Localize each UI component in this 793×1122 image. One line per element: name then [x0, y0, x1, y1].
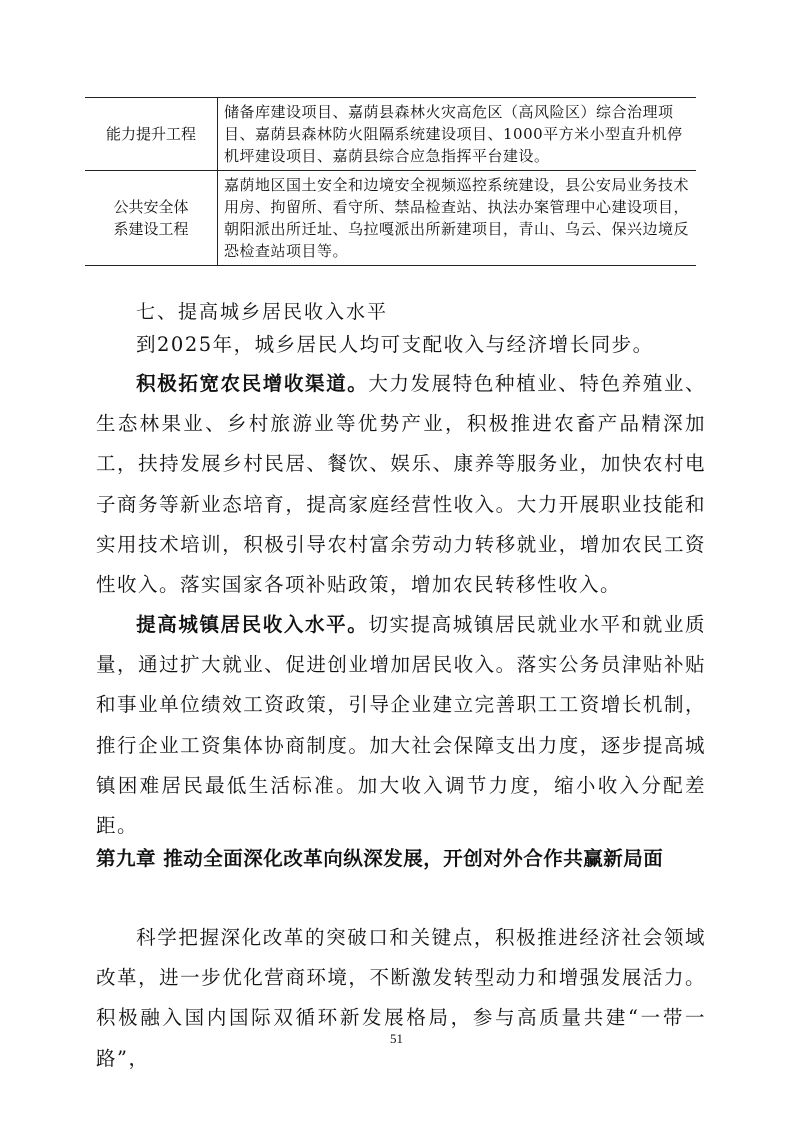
project-table	[85, 97, 696, 266]
paragraph-text: 到2025年，城乡居民人均可支配收入与经济增长同步。	[136, 333, 654, 356]
paragraph	[96, 364, 706, 605]
paragraph-text: 大力发展特色种植业、特色养殖业、生态林果业、乡村旅游业等优势产业，积极推进农畜产品精深加工，扶持发展乡村民居、餐饮、娱乐、康养等服务业，加快农村电子商务等新业态培育，提高家庭经营性收入。大力开展职业技能和实用技术培训，积极引导农村富余劳动力转移就业，增加农民工资性收入。落实国家各项补贴政策，增加农民转移性收入。	[96, 372, 706, 597]
section-heading: 七、提高城乡居民收入水平	[136, 301, 389, 323]
paragraph-text: 切实提高城镇居民就业水平和就业质量，通过扩大就业、促进创业增加居民收入。落实公务员津贴补贴和事业单位绩效工资政策，引导企业建立完善职工工资增长机制，推行企业工资集体协商制度。加大社会保障支出力度，逐步提高城镇困难居民最低生活标准。加大收入调节力度，缩小收入分配差距。	[96, 613, 706, 838]
table-row-label	[85, 171, 218, 266]
paragraph	[96, 325, 706, 365]
paragraph	[96, 918, 706, 1079]
table-row	[85, 98, 696, 171]
paragraph-lead: 提高城镇居民收入水平。	[136, 613, 369, 636]
table-row-label-line: 公共安全体	[113, 198, 189, 216]
chapter-heading: 第九章 推动全面深化改革向纵深发展，开创对外合作共赢新局面	[96, 847, 664, 870]
paragraph	[96, 605, 706, 846]
paragraph-text: 科学把握深化改革的突破口和关键点，积极推进经济社会领域改革，进一步优化营商环境，不断激发转型动力和增强发展活力。积极融入国内国际双循环新发展格局，参与高质量共建“一带一路”，	[96, 926, 706, 1070]
table-row-content: 嘉荫地区国土安全和边境安全视频巡控系统建设，县公安局业务技术用房、拘留所、看守所、禁品检查站、执法办案管理中心建设项目，朝阳派出所迁址、乌拉嘎派出所新建项目，青山、乌云、保兴边境反恐检查站项目等。	[218, 171, 697, 266]
table-row-label-line: 能力提升工程	[105, 125, 196, 143]
table-row-content: 储备库建设项目、嘉荫县森林火灾高危区（高风险区）综合治理项目、嘉荫县森林防火阻隔系统建设项目、1000平方米小型直升机停机坪建设项目、嘉荫县综合应急指挥平台建设。	[218, 98, 697, 171]
table-row-label	[85, 98, 218, 171]
paragraph-lead: 积极拓宽农民增收渠道。	[136, 372, 369, 395]
table-row-label-line: 系建设工程	[113, 220, 189, 238]
table-row	[85, 171, 696, 266]
page-number: 51	[390, 1031, 403, 1046]
